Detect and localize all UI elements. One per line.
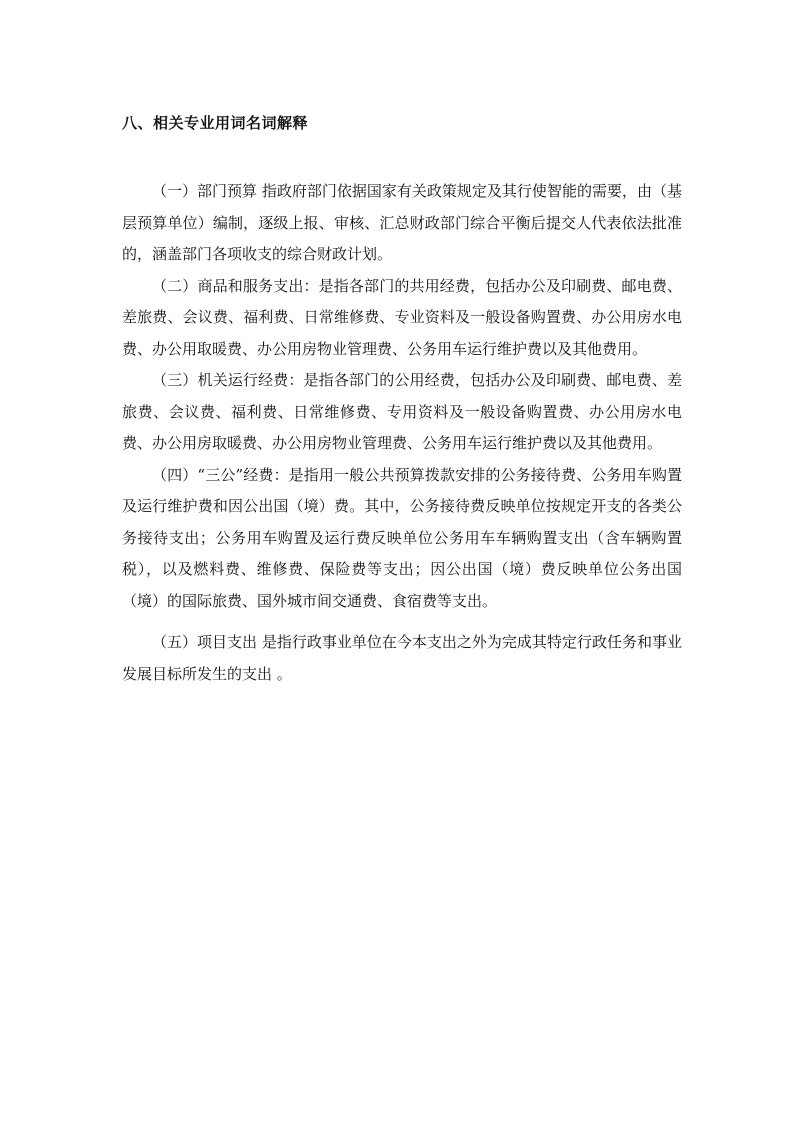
definitions-body <box>122 176 682 690</box>
definition-paragraph-three-public-expenses: （四）“三公”经费：是指用一般公共预算拨款安排的公务接待费、公务用车购置及运行维护费和因公出国（境）费。其中，公务接待费反映单位按规定开支的各类公务接待支出；公务用车购置及运行费反映单位公务用车车辆购置支出（含车辆购置税），以及燃料费、维修费、保险费等支出；因公出国（境）费反映单位公务出国（境）的国际旅费、国外城市间交通费、食宿费等支出。 <box>122 465 682 610</box>
definition-paragraph-project-expenditure: （五）项目支出 是指行政事业单位在今本支出之外为完成其特定行政任务和事业发展目标所发生的支出 。 <box>122 633 682 683</box>
definition-paragraph-agency-operating-costs: （三）机关运行经费：是指各部门的公用经费，包括办公及印刷费、邮电费、差旅费、会议费、福利费、日常维修费、专用资料及一般设备购置费、办公用房水电费、办公用房取暖费、办公用房物业管理费、公务用车运行维护费以及其他费用。 <box>122 371 682 452</box>
definition-paragraph-department-budget: （一）部门预算 指政府部门依据国家有关政策规定及其行使智能的需要，由（基层预算单位）编制，逐级上报、审核、汇总财政部门综合平衡后提交人代表依法批准的，涵盖部门各项收支的综合财政计划。 <box>122 182 682 263</box>
definition-paragraph-goods-services: （二）商品和服务支出：是指各部门的共用经费，包括办公及印刷费、邮电费、差旅费、会议费、福利费、日常维修费、专业资料及一般设备购置费、办公用房水电费、办公用取暖费、办公用房物业管理费、公务用车运行维护费以及其他费用。 <box>122 276 682 358</box>
section-heading: 八、相关专业用词名词解释 <box>122 114 309 132</box>
